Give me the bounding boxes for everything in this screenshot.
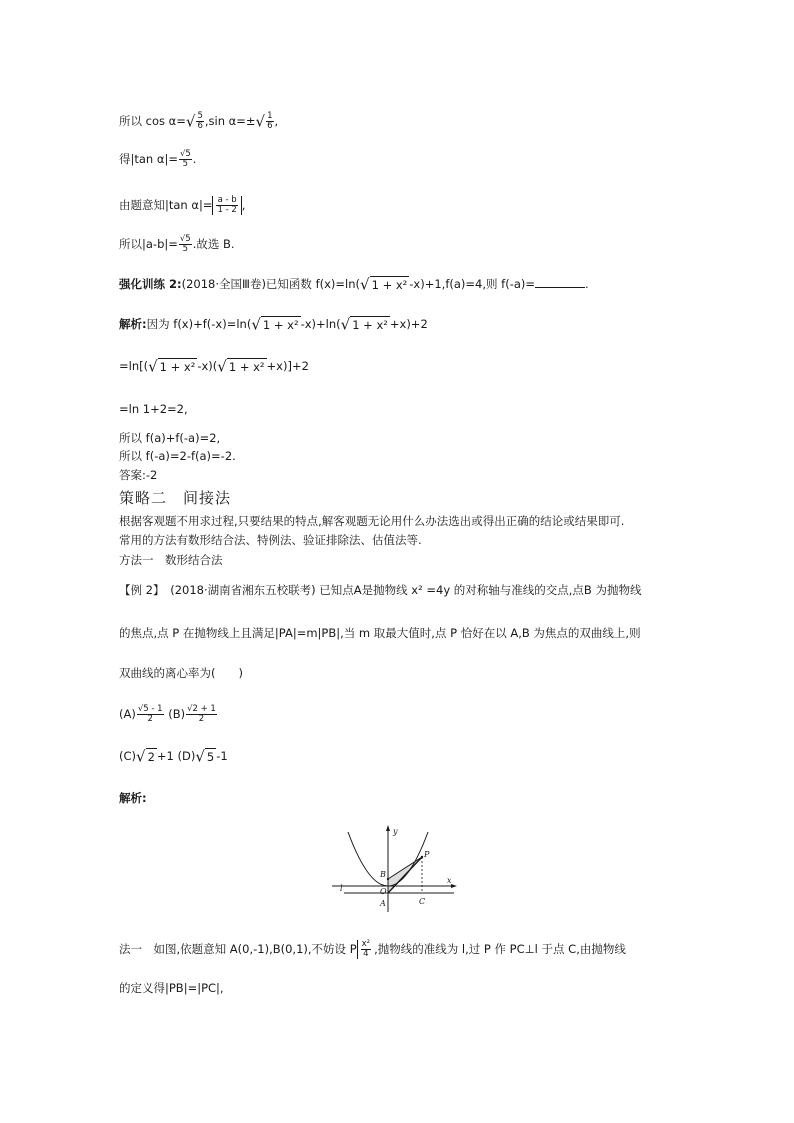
- y-axis-arrow: [386, 825, 390, 831]
- section-heading: 策略二 间接法: [119, 489, 232, 507]
- line-cos-sin: 所以 cos α=√ $\frac{5}{6}$ ,sin α=±√ $\frac{1}{6}$ ,: [119, 111, 279, 131]
- paragraph-line-1: 根据客观题不用求过程,只要结果的特点,解客观题无论用什么办法选出或得出正确的结论或结果即可.: [119, 514, 625, 528]
- sqrt-symbol: √: [136, 747, 146, 766]
- point-b: [387, 878, 389, 880]
- point-a-label: A: [380, 899, 386, 908]
- line-abs-result: 所以|a-b|= $\frac{√5}{5}$ .故选 B.: [119, 234, 235, 254]
- option-a-fraction: $\frac{√5 - 1}{2}$: [137, 704, 163, 724]
- options-cd: (C)√ 2 +1 (D)√ 5 -1: [119, 747, 228, 766]
- point-p-label: P: [424, 850, 430, 859]
- sqrt-symbol: √: [251, 315, 261, 334]
- line-solution-1: 解析:因为 f(x)+f(-x)=ln(√ 1 + x² -x)+ln(√ 1 + x² +x)+2: [119, 315, 428, 334]
- solution-label: 解析:: [119, 791, 147, 805]
- paragraph-line-2: 常用的方法有数形结合法、特例法、验证排除法、估值法等.: [119, 533, 422, 547]
- option-b-fraction: $\frac{√2 + 1}{2}$: [187, 704, 216, 724]
- sqrt-symbol: √: [255, 112, 266, 131]
- sqrt-symbol: √: [185, 112, 196, 131]
- fraction: $\frac{\text{x²}}{4}$: [361, 939, 371, 959]
- line-solution-5: 所以 f(-a)=2-f(a)=-2.: [119, 449, 236, 463]
- absolute-value: [212, 196, 241, 215]
- method-1-line-1: 法一 如图,依题意知 A(0,-1),B(0,1),不妨设 P $\frac{\text{x²}}{4}$ ,抛物线的准线为 l,过 P 作 PC⊥l 于点 C,由抛物线: [119, 939, 626, 959]
- sqrt-symbol: √: [360, 275, 370, 294]
- line-solution-4: 所以 f(a)+f(-a)=2,: [119, 431, 221, 445]
- parabola-figure: [330, 822, 462, 914]
- fraction: $\frac{a - b}{1 - 2}$: [217, 195, 237, 215]
- point-b-label: B: [380, 870, 386, 879]
- line-solution-2: =ln[(√ 1 + x² -x)(√ 1 + x² +x)]+2: [119, 357, 309, 376]
- fraction: $\frac{√5}{5}$: [179, 234, 191, 254]
- sqrt-symbol: √: [217, 357, 227, 376]
- line-tan-abs: 由题意知|tan α|= $\frac{a - b}{1 - 2}$ ,: [119, 195, 246, 215]
- sqrt-symbol: √: [195, 747, 205, 766]
- method-heading: 方法一 数形结合法: [119, 553, 223, 567]
- fraction: $\frac{5}{6}$: [197, 111, 203, 131]
- example-2-line-2: 的焦点,点 P 在抛物线上且满足|PA|=m|PB|,当 m 取最大值时,点 P 恰好在以 A,B 为焦点的双曲线上,则: [119, 626, 641, 640]
- method-1-line-2: 的定义得|PB|=|PC|,: [119, 981, 224, 995]
- x-axis-arrow: [451, 884, 457, 888]
- line-tan: 得|tan α|= $\frac{√5}{5}$ .: [119, 149, 197, 169]
- options-ab: (A) $\frac{√5 - 1}{2}$ (B) $\frac{√2 + 1}{2}$: [119, 704, 216, 724]
- y-axis-label: y: [393, 827, 398, 836]
- origin-label: O: [380, 887, 387, 896]
- point-p: [421, 856, 423, 858]
- sqrt-symbol: √: [340, 315, 351, 334]
- example-2-line-3: 双曲线的离心率为( ): [119, 666, 243, 680]
- point-c-label: C: [419, 897, 426, 906]
- coordinate-bracket: [357, 940, 374, 959]
- line-exercise-2: 强化训练 2:(2018·全国Ⅲ卷)已知函数 f(x)=ln(√ 1 + x² -x)+1,f(a)=4,则 f(-a)= .: [119, 275, 589, 294]
- example-2-line-1: 【例 2】 (2018·湖南省湘东五校联考) 已知点A是抛物线 x² =4y 的对称轴与准线的交点,点B 为抛物线: [119, 583, 642, 597]
- line-answer: 答案:-2: [119, 468, 158, 482]
- fraction: $\frac{√5}{5}$: [179, 149, 191, 169]
- answer-blank: [535, 276, 585, 288]
- x-axis-label: x: [447, 876, 452, 885]
- line-solution-3: =ln 1+2=2,: [119, 402, 188, 416]
- fraction: $\frac{1}{6}$: [267, 111, 273, 131]
- sqrt-symbol: √: [148, 357, 158, 376]
- directrix-label: l: [340, 884, 343, 893]
